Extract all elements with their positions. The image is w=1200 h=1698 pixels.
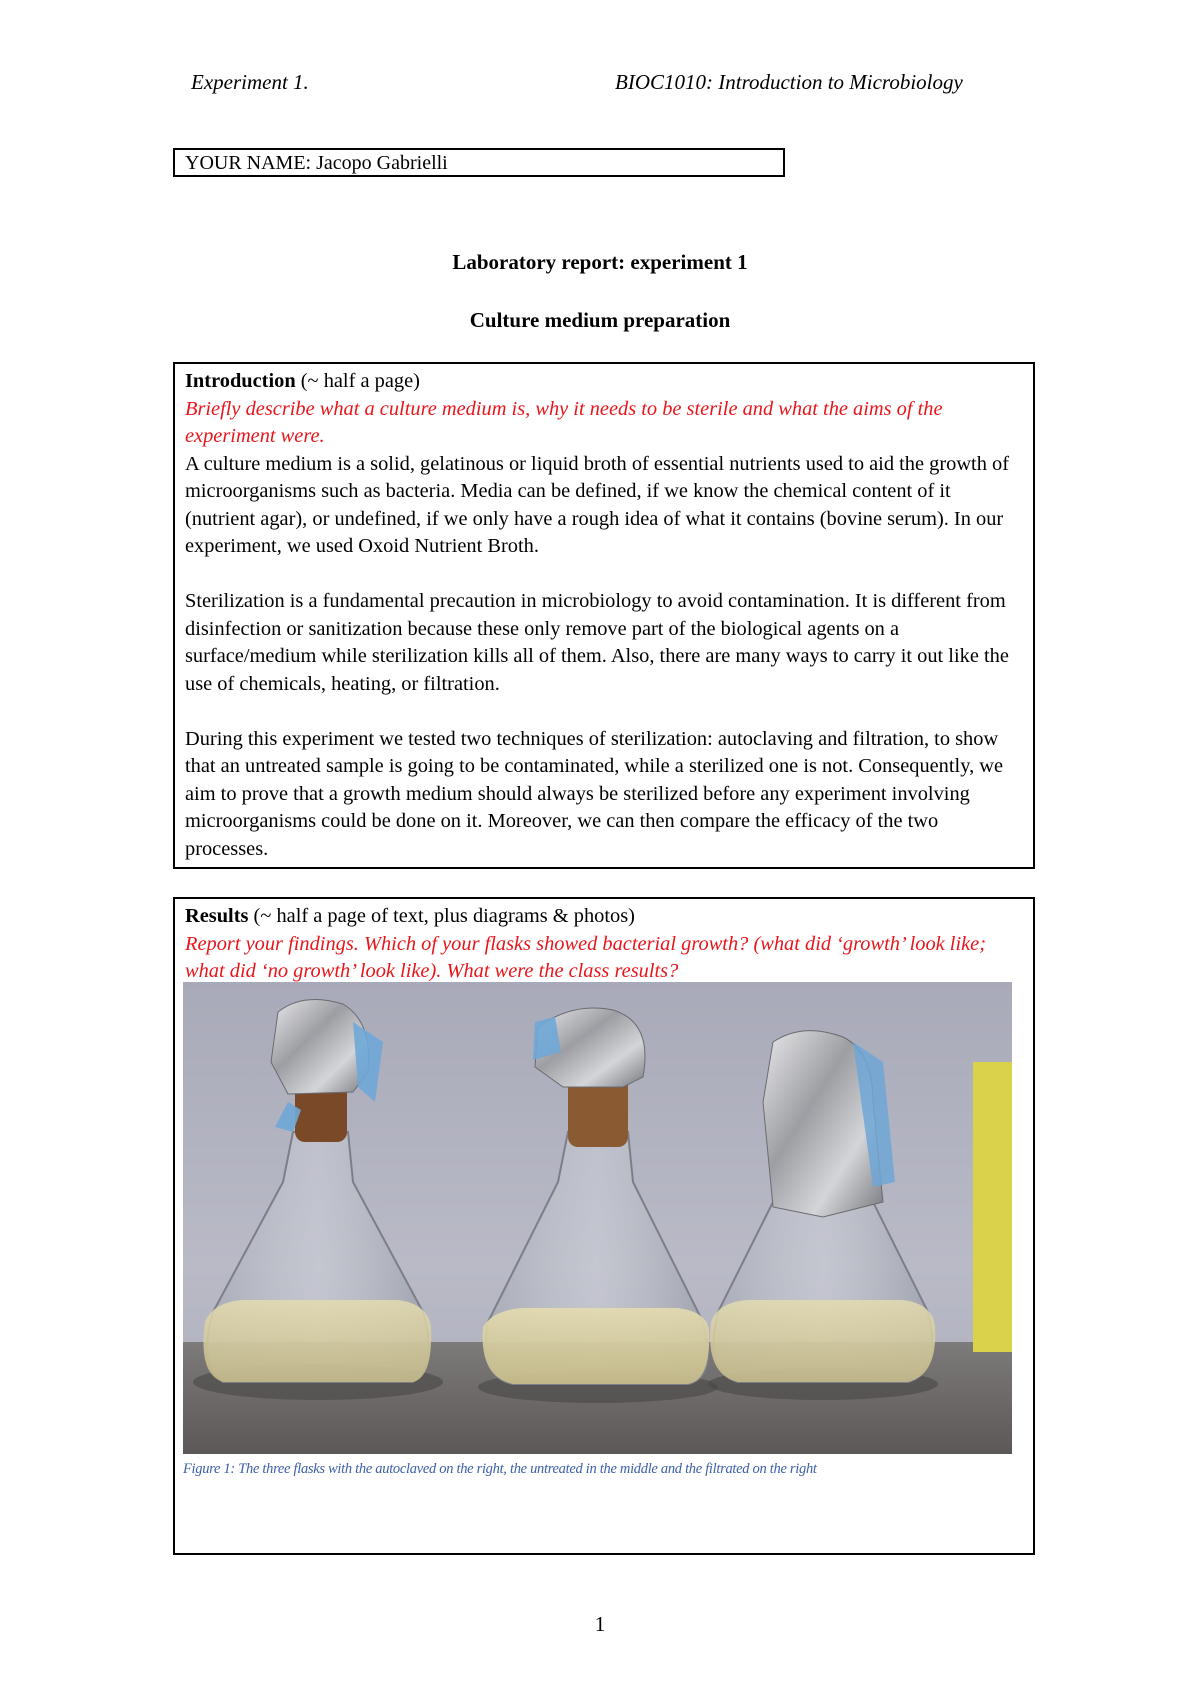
results-prompt: Report your findings. Which of your flasks showed bacterial growth? (what did ‘growth’ look like; what did ‘no growth’ look like). What were the class results? bbox=[185, 932, 987, 982]
introduction-prompt: Briefly describe what a culture medium is, why it needs to be sterile and what the aims of the experiment were. bbox=[185, 397, 943, 447]
introduction-section bbox=[173, 362, 1035, 869]
page-number: 1 bbox=[594, 1612, 606, 1636]
introduction-paragraph: A culture medium is a solid, gelatinous or liquid broth of essential nutrients used to aid the growth of microorganisms such as bacteria. Media can be defined, if we know the chemical content of it (nutrient agar), or undefined, if we only have a rough idea of what it contains (bovine serum). In our experiment, we used Oxoid Nutrient Broth. bbox=[185, 452, 1009, 557]
report-title: Laboratory report: experiment 1 bbox=[452, 250, 748, 274]
results-heading bbox=[185, 903, 1023, 931]
name-box: YOUR NAME: Jacopo Gabrielli bbox=[173, 148, 785, 177]
introduction-heading bbox=[185, 368, 1023, 396]
introduction-heading-label: Introduction bbox=[185, 370, 296, 392]
introduction-paragraph: During this experiment we tested two techniques of sterilization: autoclaving and filtration, to show that an untreated sample is going to be contaminated, while a sterilized one is not. Consequently, we aim to prove that a growth medium should always be sterilized before any experiment involving microorganisms could be done on it. Moreover, we can then compare the efficacy of the two processes. bbox=[185, 727, 1004, 860]
yellow-object bbox=[973, 1062, 1012, 1352]
report-subtitle: Culture medium preparation bbox=[469, 308, 731, 332]
header-right: BIOC1010: Introduction to Microbiology bbox=[615, 70, 963, 94]
introduction-paragraph: Sterilization is a fundamental precaution in microbiology to avoid contamination. It is different from disinfection or sanitization because these only remove part of the biological agents on a surface/medium while sterilization kills all of them. Also, there are many ways to carry it out like the use of chemicals, heating, or filtration. bbox=[185, 590, 1009, 695]
figure-caption: Figure 1: The three flasks with the autoclaved on the right, the untreated in the middle and the filtrated on the right bbox=[183, 1461, 817, 1477]
results-heading-label: Results bbox=[185, 905, 249, 927]
introduction-heading-note: (~ half a page) bbox=[295, 370, 420, 392]
results-heading-note: (~ half a page of text, plus diagrams & photos) bbox=[248, 905, 635, 927]
flasks-photo bbox=[183, 982, 1012, 1454]
header-left: Experiment 1. bbox=[191, 70, 309, 94]
